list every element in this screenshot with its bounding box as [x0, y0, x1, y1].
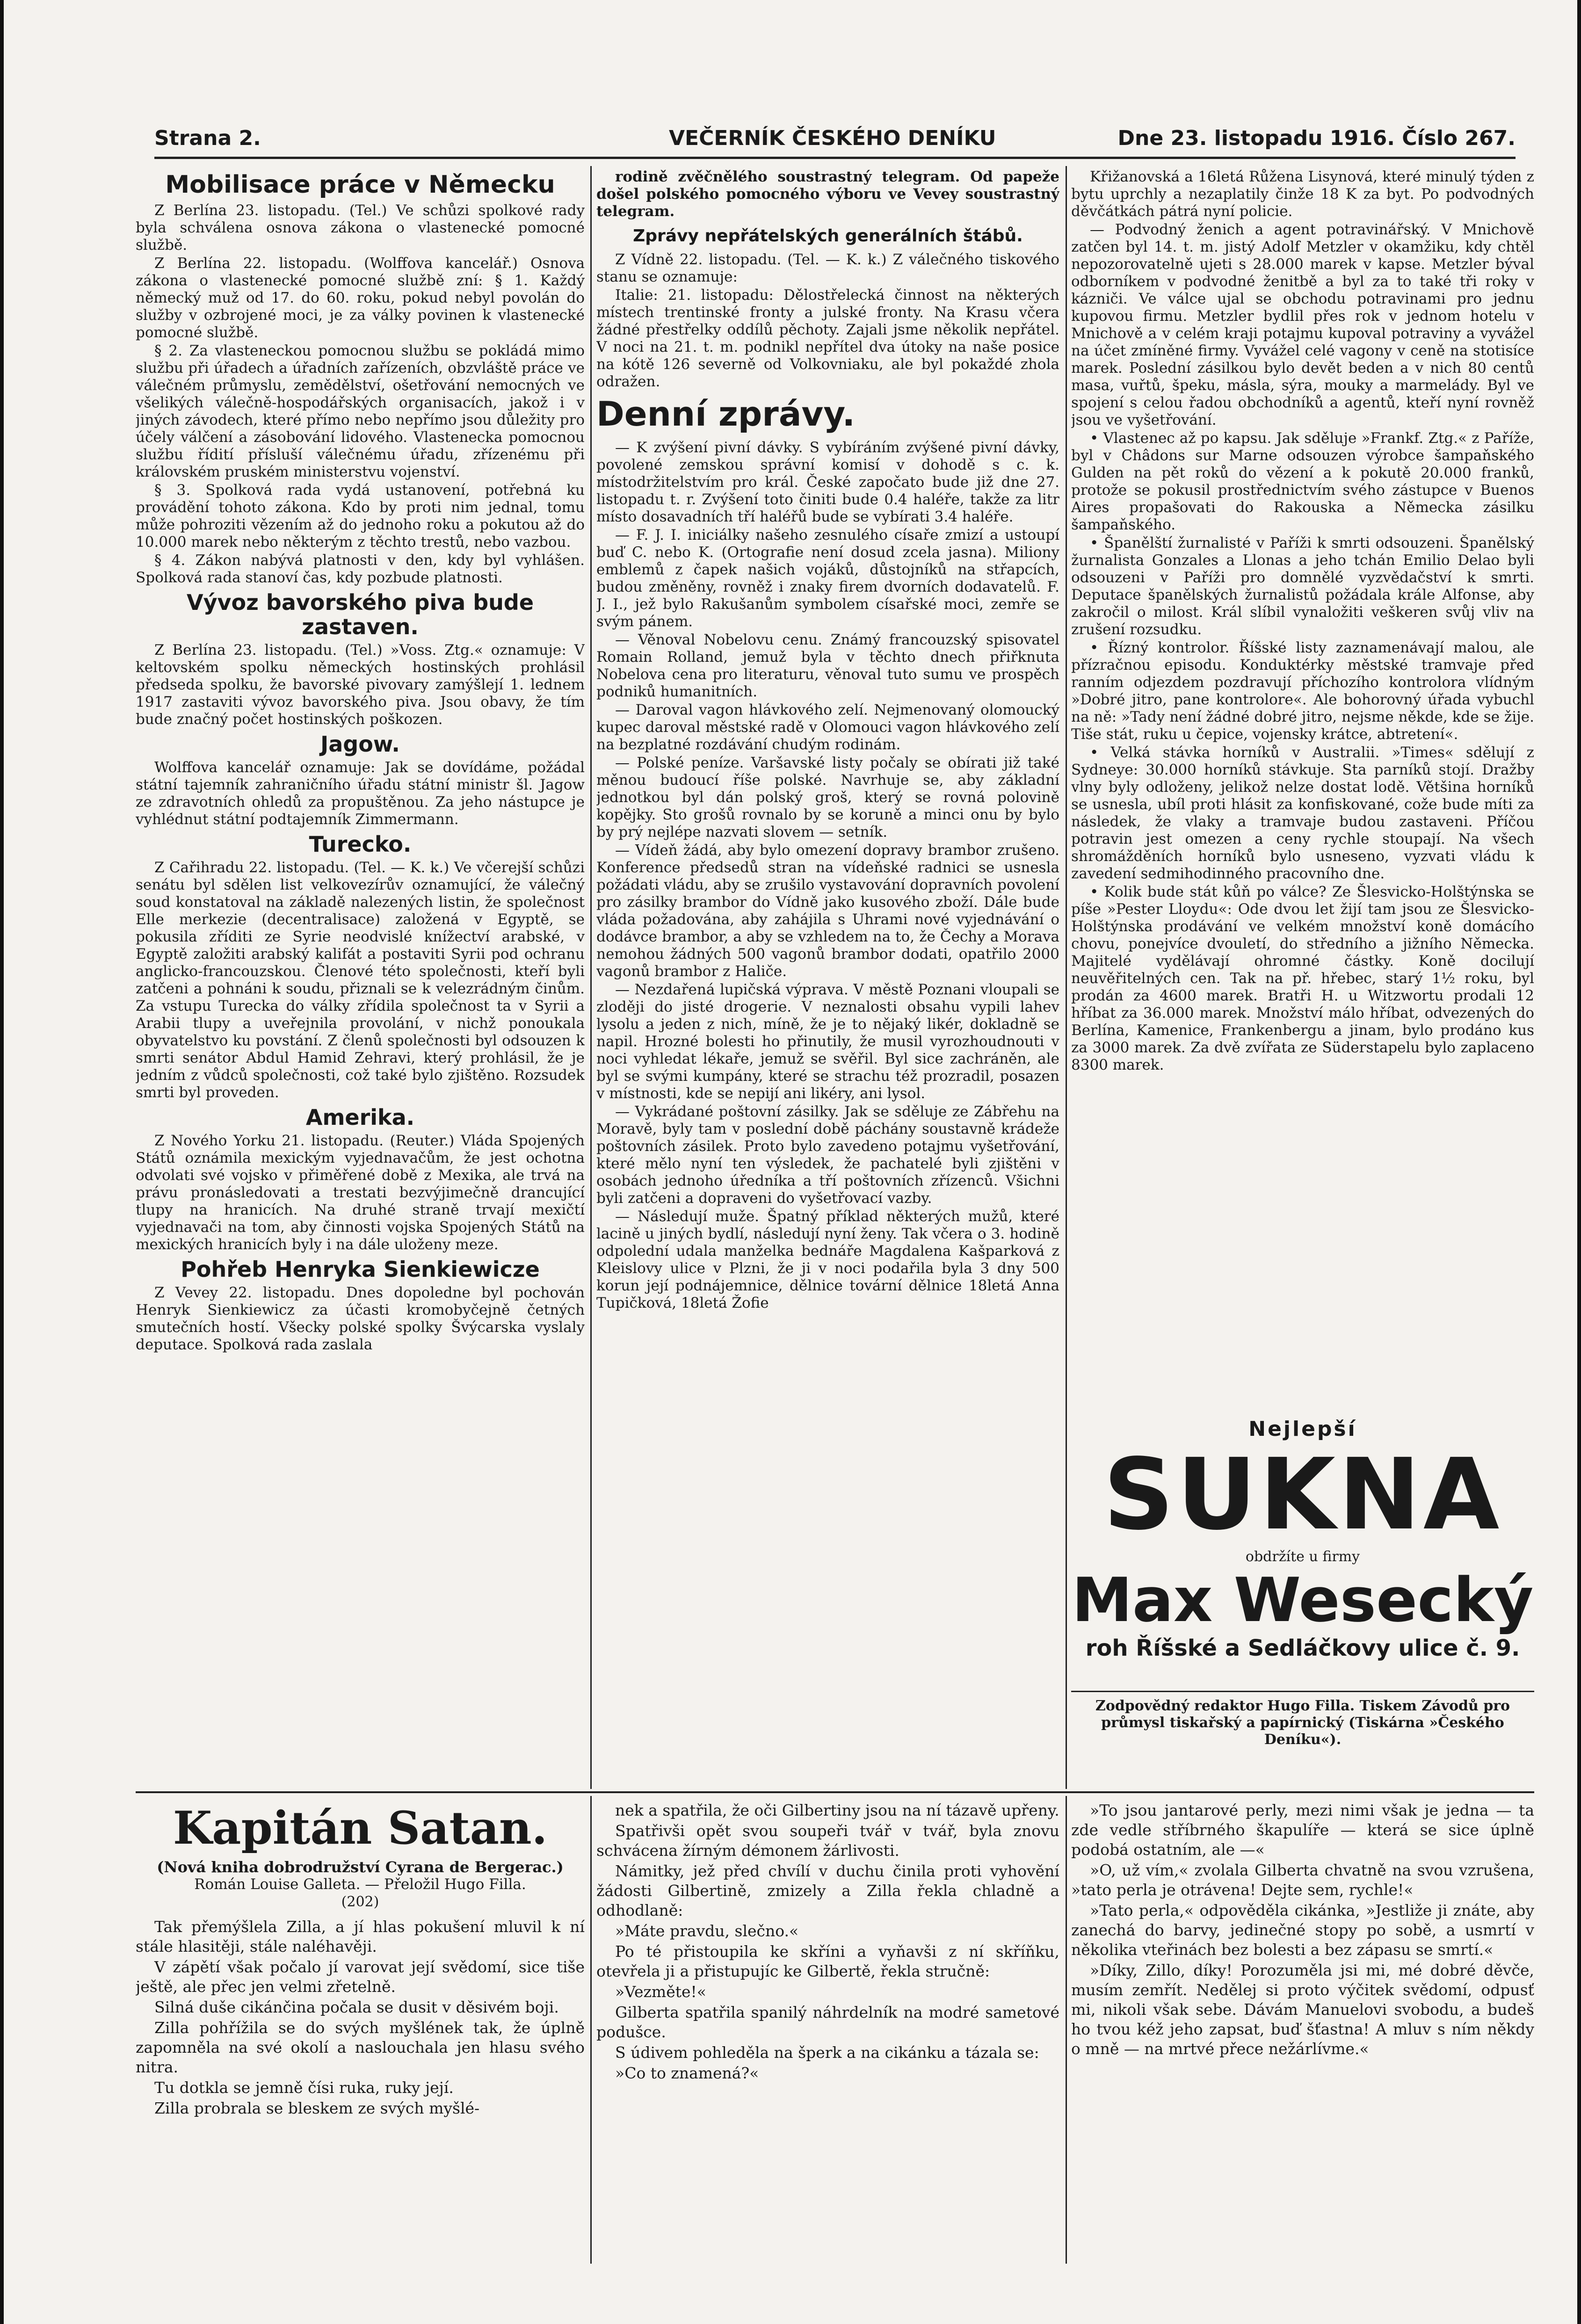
serial-column-1	[136, 1801, 585, 2264]
news-item: — Nezdařená lupičská výprava. V městě Poznani vloupali se zloději do jisté drogerie. V neznalosti obsahu vypili lahev lysolu a jeden z nich, míně, že je to nějaký likér, dokladně se napil. Hrozné bolesti ho přinutily, že musil vyrozhoudnouti v noci vyhledat lékaře, jemuž se svěřil. Byl sice zachráněn, ale byl se svými kumpány, které se strachu též prozradil, posazen v místnosti, kde se nepijí ani likéry, ani lysol.	[596, 981, 1059, 1102]
page-number: Strana 2.	[154, 126, 261, 150]
serial-paragraph: Zilla probrala se bleskem ze svých myšlé-	[154, 2099, 480, 2117]
serial-installment: (202)	[341, 1894, 379, 1910]
masthead	[154, 126, 1516, 154]
serial-byline: Román Louise Galleta. — Přeložil Hugo Filla.	[194, 1876, 526, 1893]
advertisement	[1071, 1417, 1534, 1693]
serial-paragraph: Silná duše cikánčina počala se dusit v děsivém boji.	[154, 1998, 559, 2016]
serial-paragraph: Námitky, jež před chvílí v duchu činila proti vyhovění žádosti Gilbertině, zmizely a Zilla řekla chladně a odhodlaně:	[596, 1862, 1059, 1919]
article-headline: Zprávy nepřátelských generálních štábů.	[633, 226, 1023, 246]
news-item: Křižanovská a 16letá Růžena Lisynová, které minulý týden z bytu uprchly a nezaplatily činže 18 K za byt. Po podvodných děvčátkách pátrá nyní policie.	[1071, 168, 1534, 220]
serial-rule	[136, 1791, 1534, 1793]
column-rule-2	[1066, 166, 1067, 1789]
serial-paragraph: »Tato perla,« odpověděla cikánka, »Jestliže ji znáte, aby zanechá do barvy, jedinečné stopy po sobě, a usmrtí v několika vteřinách bez bolesti a bez zápasu se smrtí.«	[1071, 1901, 1534, 1959]
serial-paragraph: Zilla pohřížila se do svých myšlének tak, že úplně zapomněla na své okolí a naslouchala jen hlasu svého nitra.	[136, 2019, 585, 2076]
article-paragraph: § 3. Spolková rada vydá ustanovení, potřebná ku provádění tohoto zákona. Kdo by proti nim jednal, tomu může pohroziti vězením až do jednoho roku a pokutou až do 10.000 marek nebo některým z těchto trestů, nebo vazbou.	[136, 482, 585, 550]
article-headline: Pohřeb Henryka Sienkiewicze	[181, 1257, 540, 1282]
article-paragraph: Italie: 21. listopadu: Dělostřelecká činnost na některých místech trentinské fronty a julské fronty. Na Krasu včera žádné přestřelky oddílů pěchoty. Zajali jsme několik nepřátel. V noci na 21. t. m. podnikl nepřítel dva útoky na naše posice na kótě 126 severně od Volkovniaku, ale byl pokaždé zhola odražen.	[596, 287, 1059, 390]
news-item: • Kolik bude stát kůň po válce? Ze Šlesvicko-Holštýnska se píše »Pester Lloydu«: Ode dvou let žijí tam jsou ze Šlesvicko-Holštýnska prodávání ve velkém množství koně domácího chovu, ponejvíce dvouletí, do středního a jižního Německa. Majitelé vydělávají ohromné částky. Koně docilují neuvěřitelných cen. Tak na př. hřebec, starý 1½ roku, byl prodán za 4600 marek. Bratři H. u Witzwortu prodali 12 hříbat za 36.000 marek. Množství málo hříbat, odvezených do Berlína, Kamenice, Frankenbergu a jinam, bylo prodáno kus za 3000 marek. Za dvě zvířata ze Süderstapelu bylo zaplaceno 8300 marek.	[1071, 883, 1534, 1073]
issue-date: Dne 23. listopadu 1916. Číslo 267.	[1117, 126, 1516, 150]
news-item: • Španělští žurnalisté v Paříži k smrti odsouzeni. Španělský žurnalista Gonzales a Llonas a jeho tchán Emilio Delao byli odsouzeni v Paříži pro domnělé vyzvědačství k smrti. Deputace španělských žurnalistů požádala krále Alfonse, aby zakročil o milost. Král slíbil vynaložiti veškeren svůj vliv na zrušení rozsudku.	[1071, 535, 1534, 638]
serial-paragraph: nek a spatřila, že oči Gilbertiny jsou na ní tázavě upřeny.	[615, 1801, 1059, 1819]
imprint: Zodpovědný redaktor Hugo Filla. Tiskem Závodů pro průmysl tiskařský a papírnický (Tiskárna »Českého Deníku«).	[1095, 1698, 1510, 1748]
news-item: — Vykrádané poštovní zásilky. Jak se sděluje ze Zábřehu na Moravě, byly tam v poslední době páchány soustavně krádeže poštovních zásilek. Proto bylo zavedeno potajmu vyšetřování, které mělo nyní ten výsledek, že pachatelé byli zjištěni v osobách jednoho úředníka a tří poštovních zřízenců. Všichni byli zatčeni a dopraveni do vyšetřovací vazby.	[596, 1103, 1059, 1207]
serial-column-3	[1071, 1801, 1534, 2264]
column-3	[1071, 168, 1534, 1408]
scan-edge-left	[0, 0, 4, 2324]
news-item: — Věnoval Nobelovu cenu. Známý francouzský spisovatel Romain Rolland, jemuž byla v těchto dnech přiřknuta Nobelova cena pro literaturu, věnoval tuto sumu ve prospěch podniků humanitních.	[596, 631, 1059, 700]
serial-paragraph: Spatřivši opět svou soupeři tvář v tvář, byla znovu schvácena žírným démonem žárlivosti.	[596, 1822, 1059, 1860]
news-item: — Následují muže. Špatný příklad některých mužů, které lacině u jiných bydlí, následují nyní ženy. Tak včera o 3. hodině odpolední udala manželka bednáře Magdalena Kašparková z Kleislovy ulice v Plzni, že ji v noci podařila byla 3 dny 500 korun její podnájemnice, dělnice tovární dělnice 18letá Anna Tupičková, 18letá Žofie	[596, 1208, 1059, 1311]
serial-title: Kapitán Satan.	[173, 1802, 548, 1854]
ad-firm-name: Max Wesecký	[1072, 1564, 1534, 1636]
article-headline: Mobilisace práce v Německu	[165, 171, 555, 199]
article-paragraph: Z Vídně 22. listopadu. (Tel. — K. k.) Z válečného tiskového stanu se oznamuje:	[596, 251, 1059, 285]
news-item: • Velká stávka horníků v Australii. »Times« sdělují z Sydneye: 30.000 horníků stávkuje. Sta parníků stojí. Dražby vlny byly odloženy, jelikož nelze dostat lodě. Většina horníků se usnesla, ubíl proti hlásit za konfiskované, cože bude míti za následek, že vlaky a tramvaje budou zastaveni. Příčou potravin jest omezen a ceny rychle stoupají. Na všech shromážděních horníků bylo usneseno, vyzvati vládu k zavedení sedmihodinného pracovního dne.	[1071, 744, 1534, 882]
serial-paragraph: »Máte pravdu, slečno.«	[615, 1922, 799, 1940]
serial-paragraph: »Vezměte!«	[615, 1983, 706, 2001]
ad-kicker: Nejlepší	[1248, 1417, 1357, 1441]
ad-address: roh Říšské a Sedláčkovy ulice č. 9.	[1085, 1635, 1520, 1661]
column-1	[136, 168, 585, 1784]
article-paragraph: § 2. Za vlasteneckou pomocnou službu se pokládá mimo službu při úřadech a úřadních zařízeních, obzvláště práce ve válečném průmyslu, zemědělství, ošetřování nemocných ve všelikých válečně-hospodářských organisacích, jakož i v jiných závodech, které přímo nebo nepřímo jsou důležity pro účely válčení a zásobování lidového. Vlastenecka pomocnou službu řídití přísluší válečnému úřadu, zřízenému při královském pruském ministerstvu vojenství.	[136, 342, 585, 480]
serial-column-rule-2	[1066, 1796, 1067, 2264]
article-paragraph: Z Cařihradu 22. listopadu. (Tel. — K. k.) Ve včerejší schůzi senátu byl sdělen list velkovezírův oznamující, že válečný soud konstatoval na základě nalezených listin, že společnost Elle merkezie (decentralisace) založená v Egyptě, se pokusila zříditi ze Syrie neodvislé knížectví arabské, v Egyptě založiti arabský kalifát a postaviti Syrii pod ochranu anglicko-francouzskou. Členové této společnosti, kteří byli zatčeni a pohnáni k soudu, přiznali se k velezrádným činům. Za vstupu Turecka do války zřídila společnost ta v Syrii a Arabii tlupy a uveřejnila provolání, v nichž ponoukala obyvatelstvo ku povstání. Z členů společnosti byl odsouzen k smrti senátor Abdul Hamid Zehravi, který prohlásil, že je jedním z vůdců společnosti, což také bylo zjištěno. Rozsudek smrti byl proveden.	[136, 859, 585, 1101]
serial-paragraph: Po té přistoupila ke skříni a vyňavši z ní skříňku, otevřela ji a přistupujíc ke Gilbertě, řekla stručně:	[596, 1942, 1059, 1980]
serial-paragraph: V zápětí však počalo jí varovat její svědomí, sice tiše ještě, ale přec jen velmi zřetelně.	[136, 1958, 585, 1996]
scan-edge-right	[1577, 0, 1581, 2324]
section-title: Denní zprávy.	[596, 394, 856, 434]
news-item: — Vídeň žádá, aby bylo omezení dopravy brambor zrušeno. Konference předsedů stran na vídeňské radnici se usnesla požádati vládu, aby se zrušilo vystavování dopravních povolení pro zásilky brambor do Vídně jako kusového zboží. Dále bude vláda požadována, aby zahájila s Uhrami nové vyjednávání o dodávce brambor, a aby se vzhledem na to, že Čechy a Morava nemohou žádných 500 vagonů brambor dodati, opatřilo 2000 vagonů brambor z Haliče.	[596, 842, 1059, 980]
column-rule-1	[590, 166, 592, 1789]
article-paragraph: § 4. Zákon nabývá platnosti v den, kdy byl vyhlášen. Spolková rada stanoví čas, kdy pozbude platnosti.	[136, 552, 585, 586]
serial-paragraph: Tak přemýšlela Zilla, a jí hlas pokušení mluvil k ní stále hlasitěji, stále naléhavěji.	[136, 1918, 585, 1955]
serial-paragraph: »Co to znamená?«	[615, 2064, 759, 2082]
news-item: — K zvýšení pivní dávky. S vybíráním zvýšené pivní dávky, povolené zemskou správní komisí v dohodě s c. k. místodržitelstvím pro král. České započato bude již dne 27. listopadu t. r. Zvýšení toto činiti bude 0.4 haléře, takže za litr místo dosavadních tří haléřů bude se vybírati 3.4 haléře.	[596, 439, 1059, 525]
masthead-rule	[154, 157, 1516, 159]
ad-rule	[1071, 1691, 1534, 1692]
serial-paragraph: S údivem pohleděla na šperk a na cikánku a tázala se:	[615, 2043, 1039, 2062]
article-paragraph: Z Berlína 23. listopadu. (Tel.) Ve schůzi spolkové rady byla schválena osnova zákona o vlastenecké pomocné službě.	[136, 202, 585, 253]
article-paragraph: Wolffova kancelář oznamuje: Jak se dovídáme, požádal státní tajemník zahraničního úřadu státní ministr šl. Jagow ze zdravotních ohledů za propuštěnou. Za jeho nástupce je vyhlédnut státní podtajemník Zimmermann.	[136, 759, 585, 828]
news-item: • Řízný kontrolor. Říšské listy zaznamenávají malou, ale přízračnou episodu. Konduktérky městské tramvaje před ranním odjezdem pozdravují příchozího kontrolora vlídným »Dobré jitro, pane kontrolore«. Ale bohorovný úřada vybuchl na ně: »Tady není žádné dobré jitro, nejsme někde, kde se žije. Tiše stát, ruku u čepice, vojensky krátce, abtretení«.	[1071, 639, 1534, 743]
news-item: — Polské peníze. Varšavské listy počaly se obírati již také měnou budoucí říše polské. Navrhuje se, aby základní jednotkou byl dán polský groš, který se rovná polovině kopějky. Sto grošů rovnalo by se koruně a minci onu by bylo by prý nejlépe nazvati slovem — setník.	[596, 754, 1059, 840]
news-item: • Vlastenec až po kapsu. Jak sděluje »Frankf. Ztg.« z Paříže, byl v Châdons sur Marne odsouzen výrobce šampaňského Gulden na pět roků do vězení a k pokutě 20.000 franků, protože se pokusil prostřednictvím svého zástupce v Buenos Aires propašovati do Rakouska a Německa zásilku šampaňského.	[1071, 430, 1534, 533]
column-2	[596, 168, 1059, 1784]
news-item: — Daroval vagon hlávkového zelí. Nejmenovaný olomoucký kupec daroval městské radě v Olomouci vagon hlávkového zelí na bezplatné rozdávání chudým rodinám.	[596, 702, 1059, 753]
article-paragraph: Z Berlína 22. listopadu. (Wolffova kancelář.) Osnova zákona o vlastenecké pomocné službě zní: § 1. Každý německý muž od 17. do 60. roku, pokud nebyl povolán do služby v ozbrojené moci, je za války povinen k vlastenecké pomocné službě.	[136, 255, 585, 341]
article-headline: Vývoz bavorského piva bude zastaven.	[186, 590, 534, 639]
serial-column-2	[596, 1801, 1059, 2264]
ad-text: obdržíte u firmy	[1245, 1549, 1360, 1565]
article-paragraph: Z Berlína 23. listopadu. (Tel.) »Voss. Ztg.« oznamuje: V keltovském spolku německých hostinských prohlásil předseda spolku, že bavorské pivovary zamýšlejí 1. lednem 1917 zastaviti vývoz bavorského piva. Jsou obavy, že tím bude značný počet hostinských poškozen.	[136, 642, 585, 728]
serial-column-rule-1	[590, 1796, 592, 2264]
article-paragraph: rodině zvěčnělého soustrastný telegram. Od papeže došel polského pomocného výboru ve Vevey soustrastný telegram.	[596, 168, 1059, 220]
serial-paragraph: »To jsou jantarové perly, mezi nimi však je jedna — ta zde vedle stříbrného škapulíře — která se sice úplně podobá ostatním, ale —«	[1071, 1801, 1534, 1859]
article-paragraph: Z Nového Yorku 21. listopadu. (Reuter.) Vláda Spojených Států oznámila mexickým vyjednavačům, že jest ochotna odvolati své vojsko v přiměřené době z Mexika, ale trvá na právu pronásledovati a trestati bezvýjimečně drancující tlupy na hranicích. Na druhé straně trvají mexičtí vyjednavači na tom, aby činnosti vojska Spojených Států na mexických hranicích byly i na dále uloženy meze.	[136, 1132, 585, 1253]
newspaper-title: VEČERNÍK ČESKÉHO DENÍKU	[669, 126, 996, 150]
serial-paragraph: »O, už vím,« zvolala Gilberta chvatně na svou vzrušena, »tato perla je otrávena! Dejte sem, rychle!«	[1071, 1861, 1534, 1899]
news-item: — F. J. I. iniciálky našeho zesnulého císaře zmizí a ustoupí buď C. nebo K. (Ortografie není dosud zcela jasna). Miliony emblemů z čapek našich vojáků, důstojníků na střapcích, budou změněny, rovněž i znaky firem dvorních dodavatelů. F. J. I., jež bylo Rakušanům symbolem císařské moci, zemře se svým pánem.	[596, 527, 1059, 630]
serial-paragraph: Gilberta spatřila spanilý náhrdelník na modré sametové podušce.	[596, 2003, 1059, 2041]
news-item: — Podvodný ženich a agent potravinářský. V Mnichově zatčen byl 14. t. m. jistý Adolf Metzler v okamžiku, kdy chtěl nepozorovatelně ujeti s 28.000 marek v kapse. Metzler býval odborníkem v podvodné ženitbě a byl za to také tři roky v kázniči. Ve válce ujal se obchodu potravinami pro jednu kupovou firmu. Metzler bydlil přes rok v jednom hotelu v Mnichově a v celém kraji potajmu kupoval potraviny a vyvážel na účet zmíněné firmy. Vyvážel celé vagony v ceně na stotisíce marek. Poslední zásilkou bylo devět beden a v nich 80 centů masa, vuřtů, špeku, másla, sýra, mouky a marmelády. Byl ve spojení s celou řadou obchodníků a agentů, kteří nyní rovněž jsou ve vyšetřování.	[1071, 221, 1534, 428]
serial-paragraph: »Díky, Zillo, díky! Porozuměla jsi mi, mé dobré děvče, musím zemřít. Nedělej si proto výčitek svědomí, odpusť mi, nikoli však sebe. Dávám Manuelovi svobodu, a budeš ho tvou kéž jeho zapsat, buď šťastna! A mluv s ním někdy o mně — na mrtvé přece nežárlívme.«	[1071, 1961, 1534, 2058]
article-headline: Turecko.	[309, 832, 412, 857]
ad-headline: SUKNA	[1103, 1437, 1502, 1552]
article-paragraph: Z Vevey 22. listopadu. Dnes dopoledne byl pochován Henryk Sienkiewicz za účasti kromobyčejně četných smutečních hostí. Všecky polské spolky Švýcarska vyslaly deputace. Spolková rada zaslala	[136, 1284, 585, 1353]
serial-subtitle: (Nová kniha dobrodružství Cyrana de Bergerac.)	[157, 1858, 564, 1876]
article-headline: Jagow.	[320, 731, 400, 757]
article-headline: Amerika.	[305, 1105, 415, 1130]
serial-paragraph: Tu dotkla se jemně čísi ruka, ruky její.	[154, 2078, 454, 2097]
